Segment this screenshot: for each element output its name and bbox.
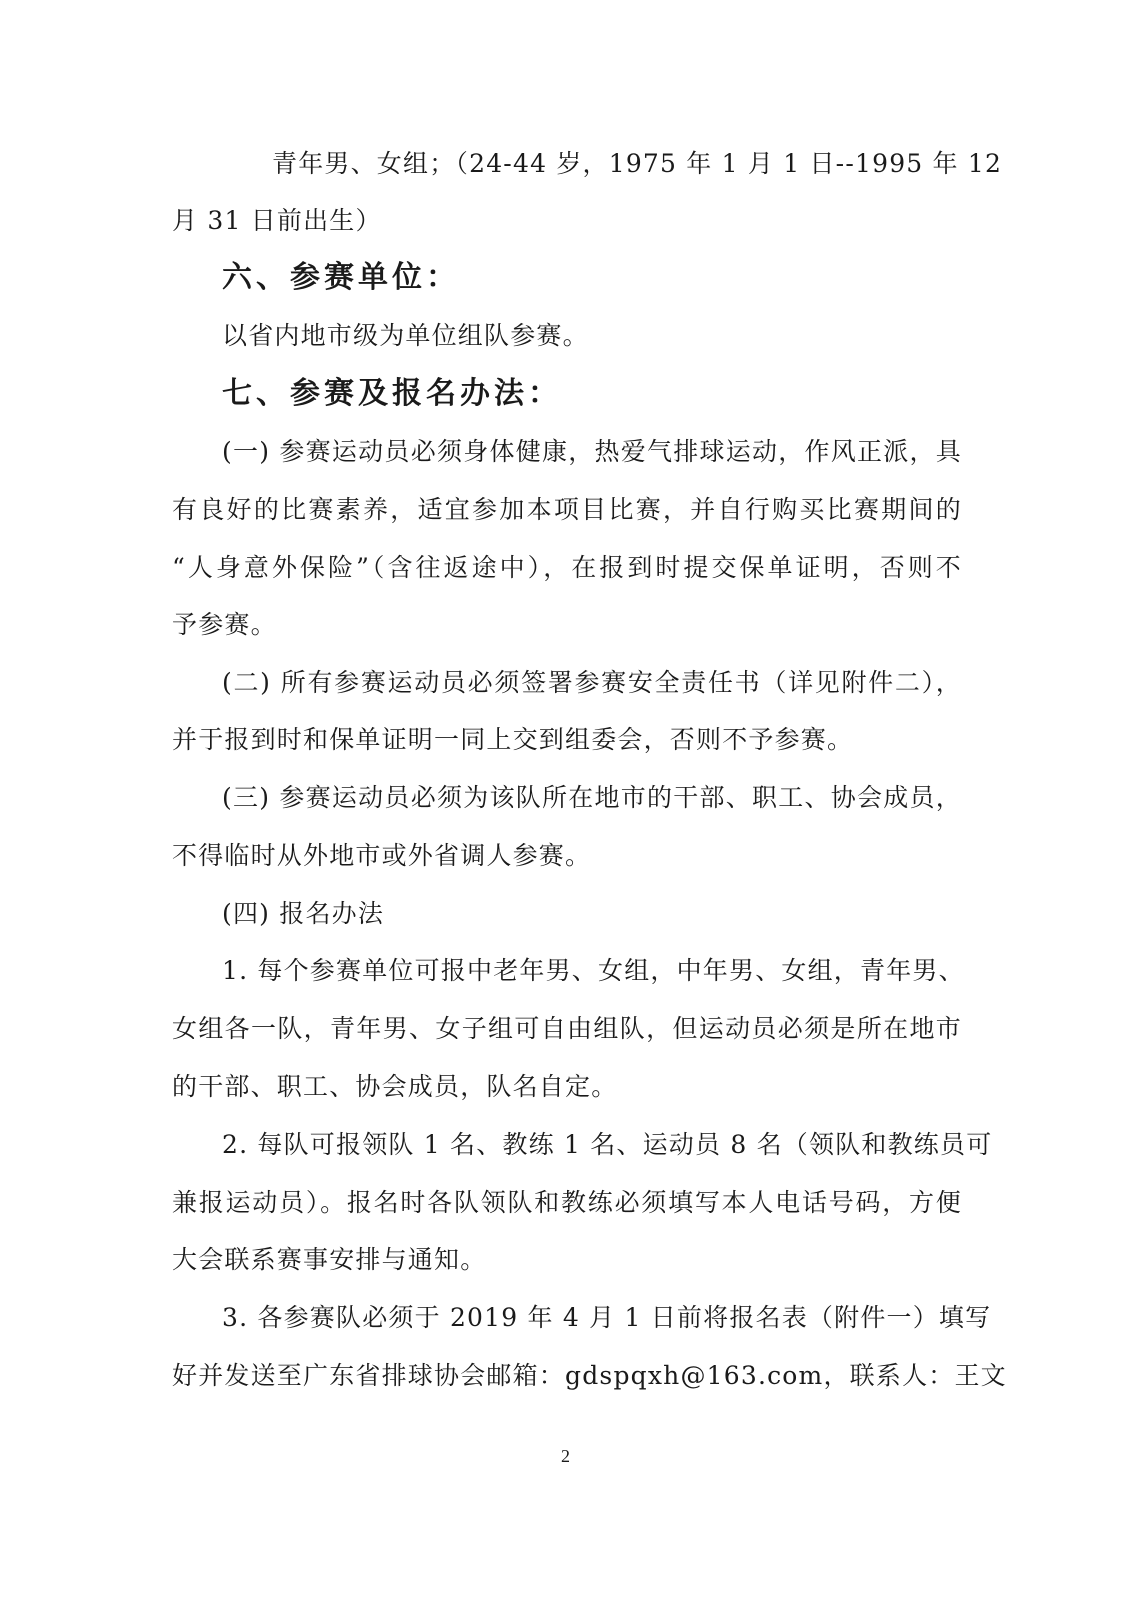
text-line: 青年男、女组；（24-44 岁，1975 年 1 月 1 日--1995 年 12 [272,149,1003,178]
text-line: 好并发送至广东省排球协会邮箱：gdspqxh@163.com，联系人：王文 [172,1361,1007,1390]
text-line: (三) 参赛运动员必须为该队所在地市的干部、职工、协会成员， [222,783,962,812]
page-number: 2 [561,1446,570,1466]
text-line: 月 31 日前出生） [172,206,382,235]
text-line: 女组各一队，青年男、女子组可自由组队，但运动员必须是所在地市 [172,1014,962,1043]
text-line: 大会联系赛事安排与通知。 [172,1245,487,1274]
text-line: 1. 每个参赛单位可报中老年男、女组，中年男、女组，青年男、 [222,956,965,985]
text-line: “人身意外保险”（含往返途中），在报到时提交保单证明，否则不 [172,553,962,582]
section-heading-6: 六、参赛单位： [222,260,460,295]
section-heading-7: 七、参赛及报名办法： [222,376,562,411]
text-line: 并于报到时和保单证明一同上交到组委会，否则不予参赛。 [172,725,854,754]
text-line: (二) 所有参赛运动员必须签署参赛安全责任书（详见附件二）， [222,668,962,697]
text-line: 有良好的比赛素养，适宜参加本项目比赛，并自行购买比赛期间的 [172,495,962,524]
text-line: 2. 每队可报领队 1 名、教练 1 名、运动员 8 名（领队和教练员可 [222,1130,993,1159]
text-line: 以省内地市级为单位组队参赛。 [222,321,589,350]
text-line: 予参赛。 [172,610,277,639]
text-line: 3. 各参赛队必须于 2019 年 4 月 1 日前将报名表（附件一）填写 [222,1303,992,1332]
subsection-heading: (四) 报名办法 [222,899,385,928]
text-line: (一) 参赛运动员必须身体健康，热爱气排球运动，作风正派，具 [222,437,962,466]
text-line: 兼报运动员）。报名时各队领队和教练必须填写本人电话号码，方便 [172,1188,962,1217]
text-line: 不得临时从外地市或外省调人参赛。 [172,841,592,870]
text-line: 的干部、职工、协会成员，队名自定。 [172,1072,618,1101]
